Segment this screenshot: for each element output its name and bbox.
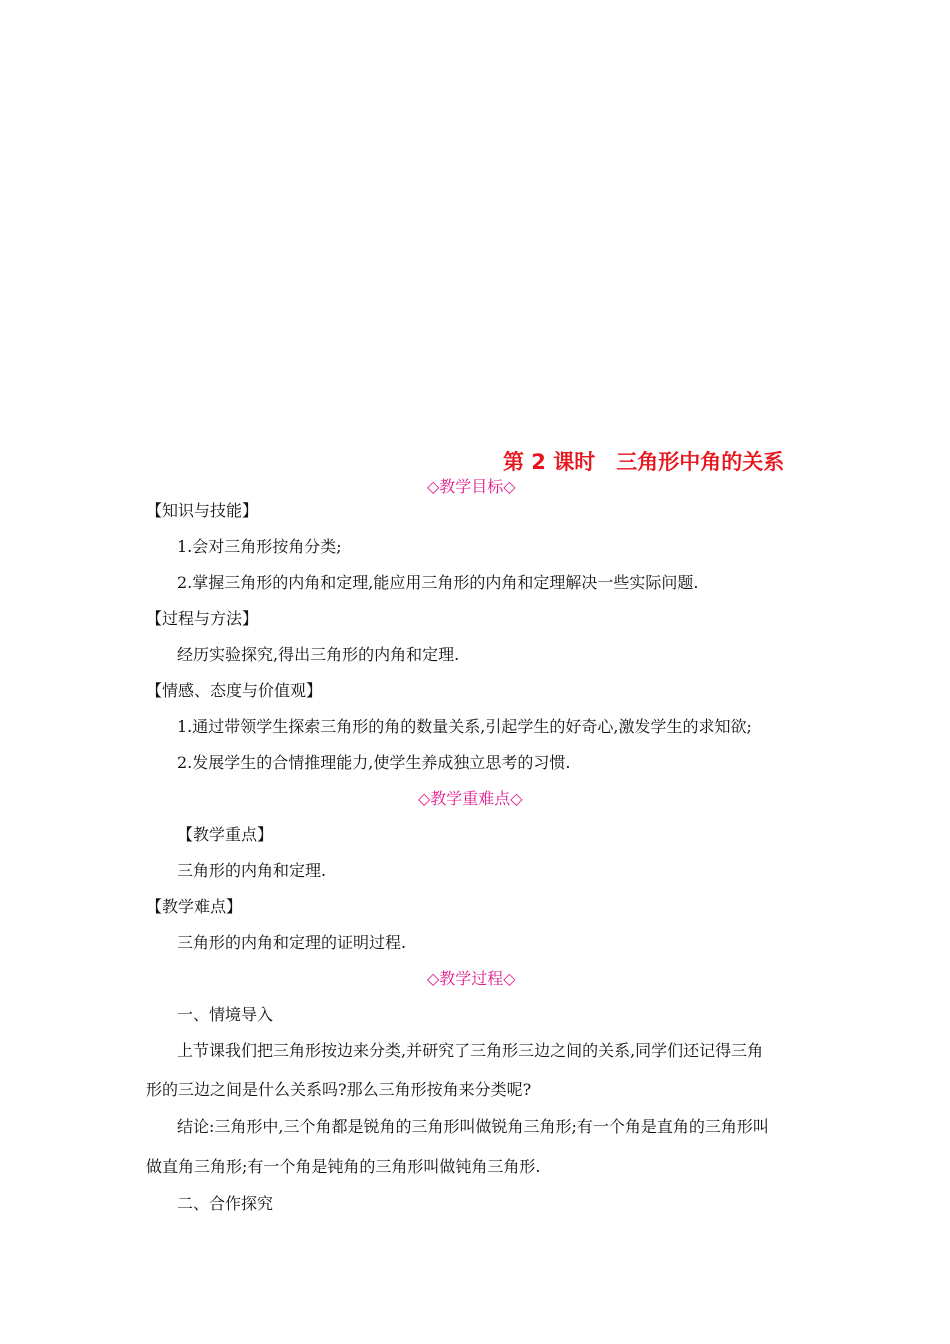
section-heading-objectives: ◇教学目标◇	[427, 477, 516, 496]
section-heading-key-points: ◇教学重难点◇	[418, 789, 523, 808]
teaching-difficulty-heading: 【教学难点】	[146, 897, 243, 916]
process-method-item-1: 经历实验探究,得出三角形的内角和定理.	[177, 645, 460, 664]
step-1-paragraph-1-line-2: 形的三边之间是什么关系吗?那么三角形按角来分类呢?	[146, 1080, 532, 1099]
attitude-item-1: 1.通过带领学生探索三角形的角的数量关系,引起学生的好奇心,激发学生的求知欲;	[177, 717, 752, 736]
knowledge-item-1: 1.会对三角形按角分类;	[177, 537, 342, 556]
attitude-values-heading: 【情感、态度与价值观】	[146, 681, 323, 700]
page-title: 第 2 课时 三角形中角的关系	[503, 450, 785, 474]
teaching-focus-text: 三角形的内角和定理.	[177, 861, 327, 880]
teaching-focus-heading: 【教学重点】	[177, 825, 274, 844]
step-1-paragraph-2-line-1: 结论:三角形中,三个角都是锐角的三角形叫做锐角三角形;有一个角是直角的三角形叫	[177, 1117, 769, 1136]
attitude-item-2: 2.发展学生的合情推理能力,使学生养成独立思考的习惯.	[177, 753, 571, 772]
section-heading-process: ◇教学过程◇	[427, 969, 516, 988]
step-1-paragraph-2-line-2: 做直角三角形;有一个角是钝角的三角形叫做钝角三角形.	[146, 1157, 541, 1176]
step-1-heading: 一、情境导入	[177, 1005, 274, 1024]
step-1-paragraph-1-line-1: 上节课我们把三角形按边来分类,并研究了三角形三边之间的关系,同学们还记得三角	[177, 1041, 764, 1060]
knowledge-item-2: 2.掌握三角形的内角和定理,能应用三角形的内角和定理解决一些实际问题.	[177, 573, 699, 592]
step-2-heading: 二、合作探究	[177, 1194, 274, 1213]
knowledge-skills-heading: 【知识与技能】	[146, 501, 259, 520]
process-method-heading: 【过程与方法】	[146, 609, 259, 628]
teaching-difficulty-text: 三角形的内角和定理的证明过程.	[177, 933, 407, 952]
